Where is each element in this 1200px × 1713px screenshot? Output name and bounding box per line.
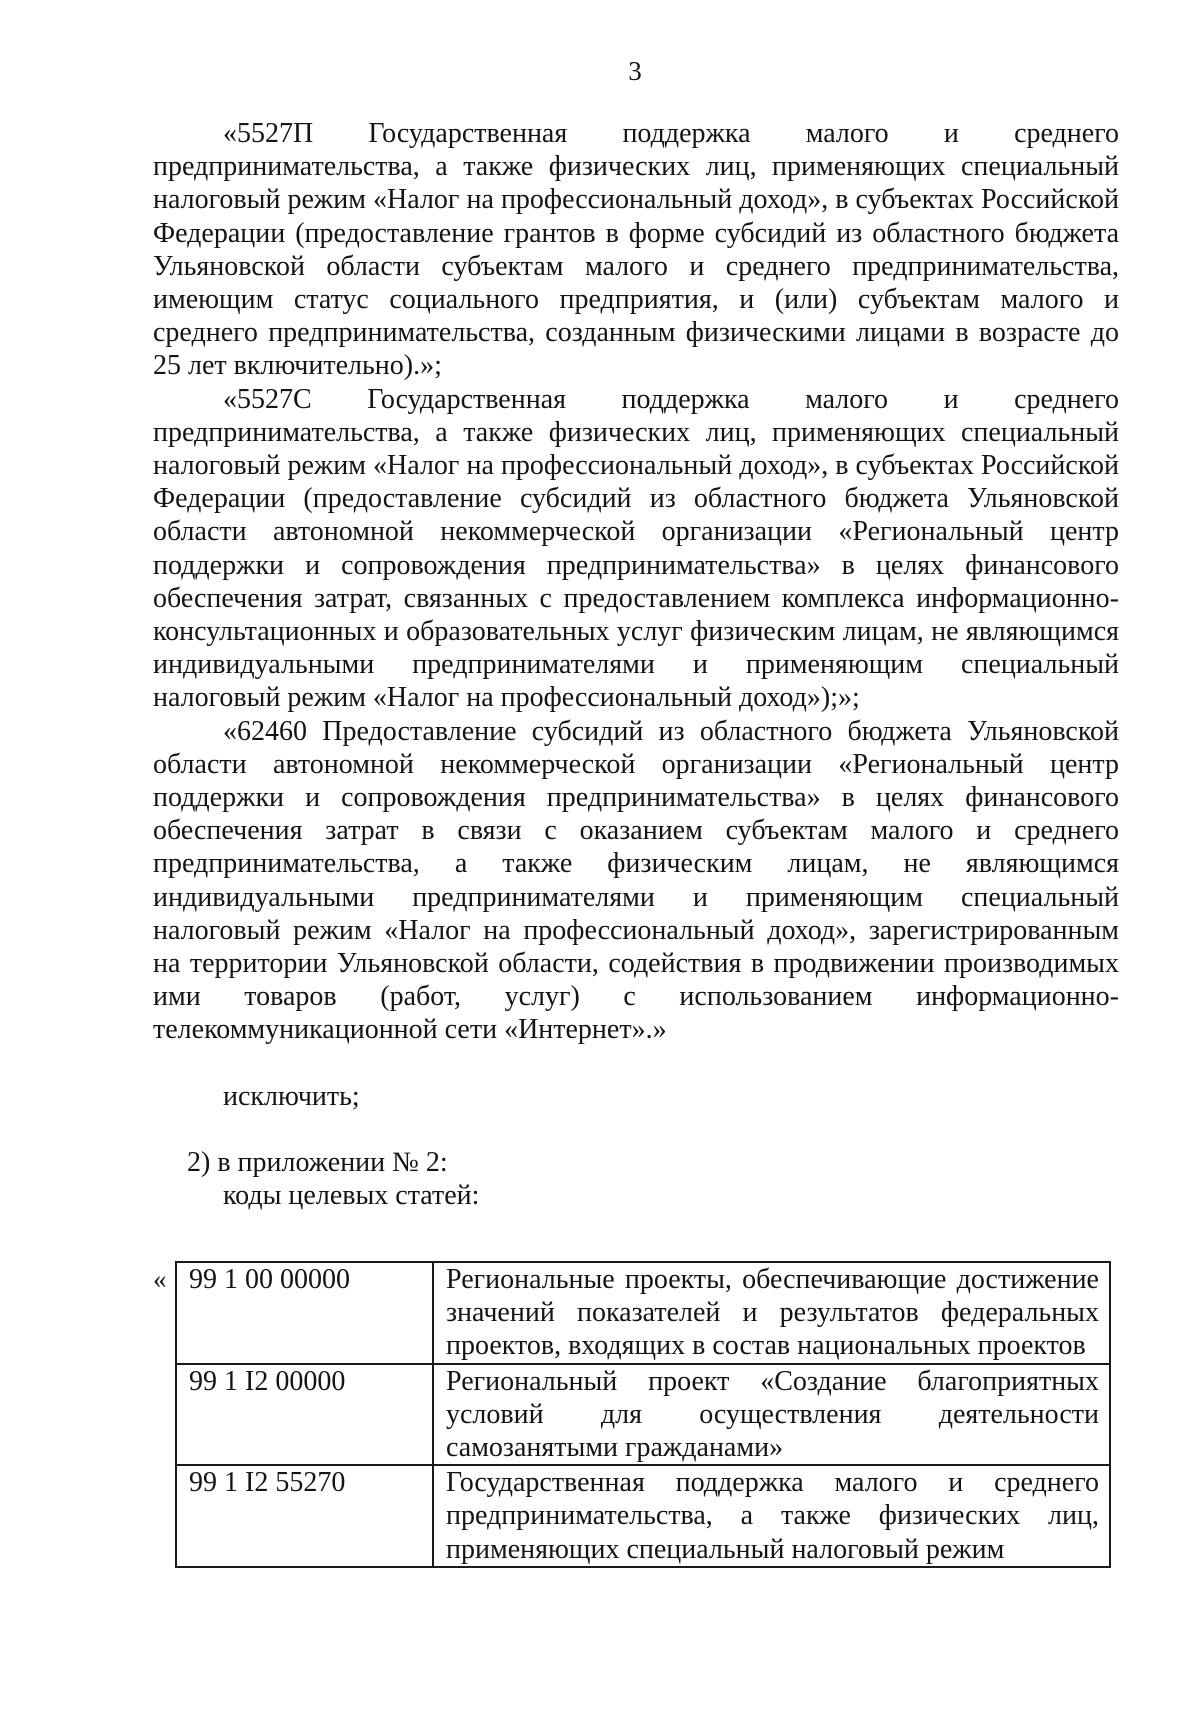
paragraph-62460: «62460 Предоставление субсидий из областного бюджета Ульяновской области автономной некоммерческой организации «Региональный центр поддержки и сопровождения предпринимательства» в целях финансового обеспечения затрат в связи с оказанием субъектам малого и среднего предпринимательства, а также физическим лицам, не являющимся индивидуальными предпринимателями и применяющим специальный налоговый режим «Налог на профессиональный доход», зарегистрированным на территории Ульяновской области, содействия в продвижении производимых ими товаров (работ, услуг) с использованием информационно-телекоммуникационной сети «Интернет».»: [153, 715, 1119, 1046]
description-cell: Региональный проект «Создание благоприятных условий для осуществления деятельности самозанятыми гражданами»: [433, 1364, 1110, 1466]
document-body: [153, 117, 1119, 1212]
code-cell: 99 1 I2 00000: [176, 1364, 433, 1466]
page-number: 3: [628, 56, 642, 86]
description-cell: Региональные проекты, обеспечивающие достижение значений показателей и результатов федеральных проектов, входящих в состав национальных проектов: [433, 1262, 1110, 1364]
table-row: [176, 1465, 1110, 1567]
paragraph-5527p: «5527П Государственная поддержка малого и среднего предпринимательства, а также физических лиц, применяющих специальный налоговый режим «Налог на профессиональный доход», в субъектах Российской Федерации (предоставление грантов в форме субсидий из областного бюджета Ульяновской области субъектам малого и среднего предпринимательства, имеющим статус социального предприятия, и (или) субъектам малого и среднего предпринимательства, созданным физическими лицами в возрасте до 25 лет включительно).»;: [153, 118, 1119, 382]
table-row: [176, 1262, 1110, 1364]
item-2-subtitle: коды целевых статей:: [223, 1180, 480, 1212]
exclude-instruction: исключить;: [223, 1080, 360, 1112]
spacer: [153, 1047, 1119, 1080]
opening-quote-mark: «: [153, 1264, 167, 1294]
paragraph-5527s: «5527С Государственная поддержка малого и среднего предпринимательства, а также физических лиц, применяющих специальный налоговый режим «Налог на профессиональный доход», в субъектах Российской Федерации (предоставление субсидий из областного бюджета Ульяновской области автономной некоммерческой организации «Региональный центр поддержки и сопровождения предпринимательства» в целях финансового обеспечения затрат, связанных с предоставлением комплекса информационно-консультационных и образовательных услуг физическим лицам, не являющимся индивидуальными предпринимателями и применяющим специальный налоговый режим «Налог на профессиональный доход»);»;: [153, 383, 1119, 714]
table-row: [176, 1364, 1110, 1466]
code-cell: 99 1 I2 55270: [176, 1465, 433, 1567]
target-article-codes-table: [175, 1261, 1111, 1568]
spacer: [153, 1113, 1119, 1146]
code-cell: 99 1 00 00000: [176, 1262, 433, 1364]
item-2-label: 2) в приложении № 2:: [187, 1146, 448, 1178]
description-cell: Государственная поддержка малого и среднего предпринимательства, а также физических лиц, применяющих специальный налоговый режим: [433, 1465, 1110, 1567]
